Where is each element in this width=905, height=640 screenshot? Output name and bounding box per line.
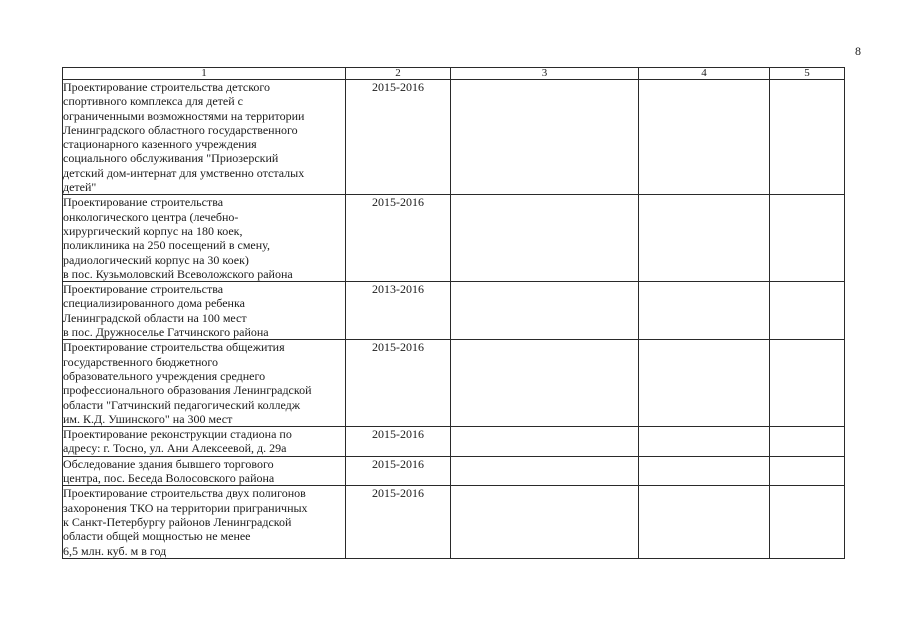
column-header-5: 5 [770,68,845,80]
project-description: Обследование здания бывшего торгового центра, пос. Беседа Волосовского района [63,456,346,486]
cell-col5 [770,456,845,486]
project-description: Проектирование строительства специализированного дома ребенка Ленинградской области на 100 мест в пос. Дружноселье Гатчинского района [63,282,346,340]
project-period: 2013-2016 [346,282,451,340]
project-description: Проектирование строительства двух полигонов захоронения ТКО на территории приграничных к Санкт-Петербургу районов Ленинградской области общей мощностью не менее 6,5 млн. куб. м в год [63,486,346,558]
project-period: 2015-2016 [346,80,451,195]
table-row [63,340,845,427]
table-row [63,427,845,457]
project-period: 2015-2016 [346,427,451,457]
cell-col4 [639,340,770,427]
column-header-2: 2 [346,68,451,80]
project-period: 2015-2016 [346,486,451,558]
cell-col4 [639,80,770,195]
cell-col3 [451,340,639,427]
table-row [63,195,845,282]
cell-col3 [451,486,639,558]
cell-col5 [770,282,845,340]
cell-col4 [639,195,770,282]
cell-col4 [639,486,770,558]
projects-table [62,67,845,559]
project-description: Проектирование строительства детского спортивного комплекса для детей с ограниченными возможностями на территории Ленинградского областного государственного стационарного казенного учреждения социального обслуживания "Приозерский детский дом-интернат для умственно отсталых детей" [63,80,346,195]
cell-col5 [770,80,845,195]
table-row [63,282,845,340]
cell-col3 [451,456,639,486]
cell-col4 [639,456,770,486]
cell-col3 [451,282,639,340]
project-description: Проектирование строительства общежития государственного бюджетного образовательного учреждения среднего профессионального образования Ленинградской области "Гатчинский педагогический колледж им. К.Д. Ушинского" на 300 мест [63,340,346,427]
column-header-4: 4 [639,68,770,80]
column-header-3: 3 [451,68,639,80]
cell-col3 [451,427,639,457]
page-number: 8 [855,44,861,58]
table-row [63,456,845,486]
cell-col5 [770,340,845,427]
project-period: 2015-2016 [346,195,451,282]
table-header-row [63,68,845,80]
cell-col3 [451,195,639,282]
project-description: Проектирование строительства онкологического центра (лечебно- хирургический корпус на 180 коек, поликлиника на 250 посещений в смену, радиологический корпус на 30 коек) в пос. Кузьмоловский Всеволожского района [63,195,346,282]
cell-col5 [770,195,845,282]
table-row [63,80,845,195]
cell-col5 [770,427,845,457]
cell-col3 [451,80,639,195]
table-row [63,486,845,558]
cell-col4 [639,282,770,340]
column-header-1: 1 [63,68,346,80]
cell-col4 [639,427,770,457]
project-period: 2015-2016 [346,340,451,427]
cell-col5 [770,486,845,558]
project-description: Проектирование реконструкции стадиона по адресу: г. Тосно, ул. Ани Алексеевой, д. 29а [63,427,346,457]
project-period: 2015-2016 [346,456,451,486]
